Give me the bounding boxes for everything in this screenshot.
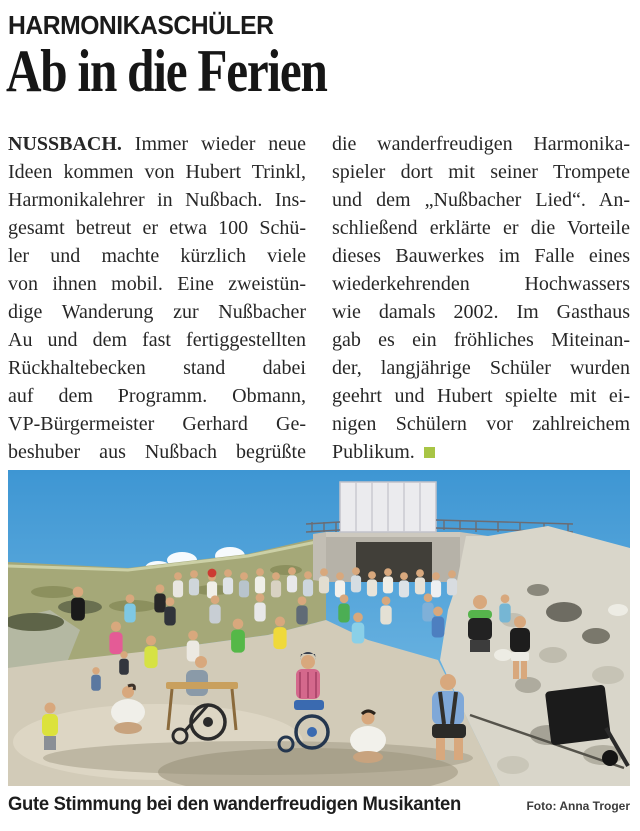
body-text-line: gesamt betreut er etwa 100 Schü- bbox=[8, 217, 306, 239]
headline: Ab in die Ferien bbox=[6, 38, 327, 104]
body-column-1 bbox=[8, 130, 306, 466]
body-text-line: gab es ein fröhliches Miteinan- bbox=[332, 329, 630, 351]
body-text-line: ler und machte kürzlich viele bbox=[8, 245, 306, 267]
body-text-line: beshuber aus Nußbach begrüßte bbox=[8, 441, 306, 463]
child bbox=[119, 651, 129, 675]
body-text-line: VP-Bürgermeister Gerhard Ge- bbox=[8, 413, 306, 435]
body-column-2 bbox=[332, 130, 630, 466]
body-text-line: die wanderfreudigen Harmonika- bbox=[332, 133, 630, 155]
man-green-shirt bbox=[231, 619, 245, 653]
body-text-line: auf dem Programm. Obmann, bbox=[8, 385, 306, 407]
article-photo bbox=[8, 470, 630, 786]
body-text-line: Ideen kommen von Hubert Trinkl, bbox=[8, 161, 306, 183]
body-text-line: der, langjährige Schüler wurden bbox=[332, 357, 630, 379]
body-text-line: von ihnen mobil. Eine zweistün- bbox=[8, 273, 306, 295]
body-text-line: Publikum. bbox=[332, 438, 630, 466]
woman-yellow-top bbox=[273, 617, 286, 650]
caption-row bbox=[8, 794, 630, 816]
body-text-line: Au und dem fast fertiggestellten bbox=[8, 329, 306, 351]
body-text-line: nigen Schülern vor zahlreichem bbox=[332, 413, 630, 435]
body-text-line: dieses Bauwerkes im Falle eines bbox=[332, 245, 630, 267]
man-black-shirt bbox=[71, 587, 85, 621]
body-text-line: und dem „Nußbacher Lied“. An- bbox=[332, 189, 630, 211]
end-of-article-marker bbox=[424, 447, 435, 458]
body-text-line: Rückhaltebecken stand dabei bbox=[8, 357, 306, 379]
location-lead-in: NUSSBACH. bbox=[8, 133, 122, 155]
body-text-line: Harmonikalehrer in Nußbach. Ins- bbox=[8, 189, 306, 211]
woman-white-dress bbox=[187, 630, 200, 661]
body-text-line: schließend erklärte er die Vorteile bbox=[332, 217, 630, 239]
woman-pink-shirt bbox=[109, 622, 122, 655]
group-photo-illustration bbox=[8, 470, 630, 786]
body-text-line: wiederkehrenden Hochwassers bbox=[332, 273, 630, 295]
photo-credit: Foto: Anna Troger bbox=[526, 799, 630, 813]
kicker: HARMONIKASCHÜLER bbox=[8, 10, 274, 40]
body-text-line: geehrt und Hubert spielte mit ei- bbox=[332, 385, 630, 407]
photo-caption: Gute Stimmung bei den wanderfreudigen Musikanten bbox=[8, 794, 461, 815]
child bbox=[91, 667, 101, 691]
article-body bbox=[8, 130, 630, 466]
body-text-line: wie damals 2002. Im Gasthaus bbox=[332, 301, 630, 323]
body-text-line: spieler dort mit seiner Trompete bbox=[332, 161, 630, 183]
body-text-line: dige Wanderung zur Nußbacher bbox=[8, 301, 306, 323]
body-text-line: NUSSBACH. Immer wieder neue bbox=[8, 133, 306, 155]
hi-vis-shirt-person bbox=[144, 636, 157, 669]
